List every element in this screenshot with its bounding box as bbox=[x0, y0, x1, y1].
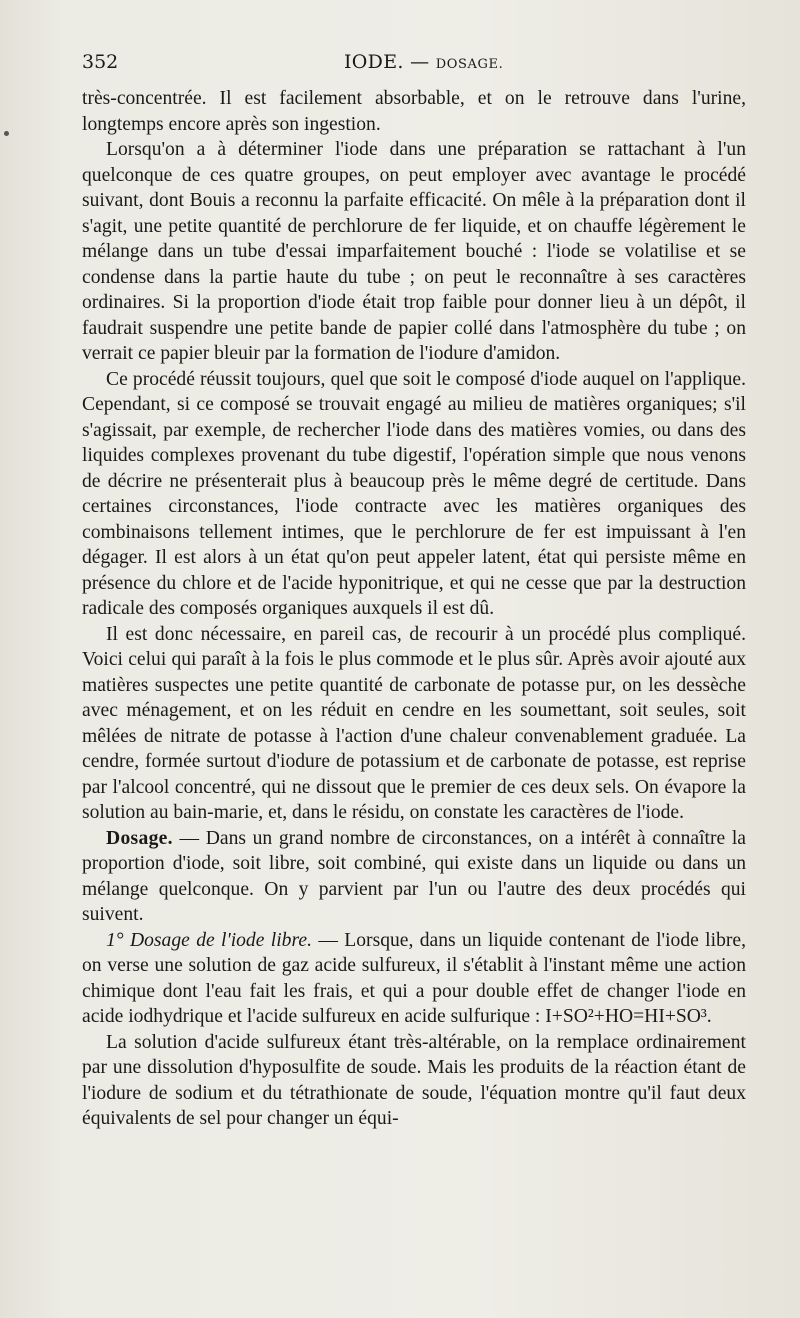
paragraph-3: Ce procédé réussit toujours, quel que soit le composé d'iode auquel on l'applique. Cependant, si ce composé se trouvait engagé au milieu de matières organiques; s'il s'agissait, par exemple, de rechercher l'iode dans des matières vomies, ou dans des liquides complexes provenant du tube digestif, l'opération simple que nous venons de décrire ne présenterait plus à beaucoup près le même degré de certitude. Dans certaines circonstances, l'iode contracte avec les matières organiques des combinaisons tellement intimes, que le perchlorure de fer est impuissant à l'en dégager. Il est alors à un état qu'on peut appeler latent, état qui persiste même en présence du chlore et de l'acide hyponitrique, et qui ne cesse que par la destruction radicale des composés organiques auxquels il est dû. bbox=[82, 368, 746, 619]
paragraph-dosage-text: — Dans un grand nombre de circonstances, on a intérêt à connaître la proportion d'iode, soit libre, soit combiné, qui existe dans un liquide ou dans un mélange quelconque. On y parvient par l'un ou l'autre des deux procédés qui suivent. bbox=[82, 827, 746, 925]
paragraph-iode-libre-text: — Lorsque, dans un liquide contenant de l'iode libre, on verse une solution de gaz acide sulfureux, il s'établit à l'instant même une action chimique dont l'eau fait les frais, et qui a pour double effet de changer l'iode en acide iodhydrique et l'acide sulfureux en acide sulfurique : I+SO²+HO=HI+SO³. bbox=[82, 929, 746, 1027]
running-head-main: IODE. — bbox=[344, 51, 436, 73]
running-head-title bbox=[344, 48, 503, 79]
paragraph-iode-libre bbox=[82, 928, 746, 1030]
paragraph-4: Il est donc nécessaire, en pareil cas, de recourir à un procédé plus compliqué. Voici celui qui paraît à la fois le plus commode et le plus sûr. Après avoir ajouté aux matières suspectes une petite quantité de carbonate de potasse pur, on les dessèche avec ménagement, et on les réduit en cendre en les soumettant, soit seules, soit mêlées de nitrate de potasse à l'action d'une chaleur convenablement graduée. La cendre, formée surtout d'iodure de potassium et de carbonate de potasse, est reprise par l'alcool concentré, qui ne dissout que le premier de ces deux sels. On évapore la solution au bain-marie, et, dans le résidu, on constate les caractères de l'iode. bbox=[82, 623, 746, 823]
paragraph-1: très-concentrée. Il est facilement absorbable, et on le retrouve dans l'urine, longtemps encore après son ingestion. bbox=[82, 88, 746, 135]
body-text bbox=[82, 86, 746, 1132]
paragraph-2: Lorsqu'on a à déterminer l'iode dans une préparation se rattachant à l'un quelconque de ces quatre groupes, on peut employer avec avantage le procédé suivant, dont Bouis a reconnu la parfaite efficacité. On mêle à la préparation dont il s'agit, une petite quantité de perchlorure de fer liquide, et on chauffe légèrement le mélange dans un tube d'essai imparfaitement bouché : l'iode se volatilise et se condense dans la partie haute du tube ; on peut le reconnaître à ses caractères ordinaires. Si la proportion d'iode était trop faible pour donner lieu à un dépôt, il faudrait suspendre une petite bande de papier collé dans l'atmosphère du tube ; on verrait ce papier bleuir par la formation de l'iodure d'amidon. bbox=[82, 139, 746, 364]
section-heading-dosage: Dosage. bbox=[106, 827, 173, 849]
page-number: 352 bbox=[82, 51, 119, 73]
running-header bbox=[82, 48, 746, 76]
running-head-sub: DOSAGE. bbox=[435, 57, 504, 72]
paragraph-7: La solution d'acide sulfureux étant très-altérable, on la remplace ordinairement par une dissolution d'hyposulfite de soude. Mais les produits de la réaction étant de l'iodure de sodium et du tétrathionate de soude, l'équation montre qu'il faut deux équivalents de sel pour changer un équi- bbox=[82, 1031, 746, 1129]
subsection-heading-iode-libre: 1° Dosage de l'iode libre. bbox=[106, 929, 312, 951]
paragraph-dosage bbox=[82, 826, 746, 928]
margin-mark bbox=[4, 131, 9, 136]
